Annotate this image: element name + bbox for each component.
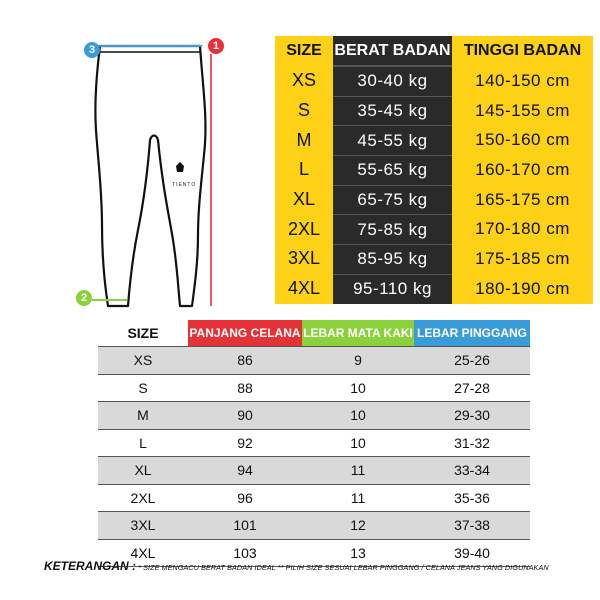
cell-size: S — [98, 374, 188, 402]
marker-1: 1 — [208, 38, 224, 54]
cell-lebar-pinggang: 31-32 — [414, 429, 530, 457]
header-lebar-pinggang: LEBAR PINGGANG — [414, 320, 530, 347]
header-size: SIZE — [98, 320, 188, 347]
measurement-row — [98, 402, 530, 430]
marker-3: 3 — [84, 42, 100, 58]
weight-height-row — [275, 214, 593, 244]
cell-lebar-mata-kaki: 12 — [302, 512, 414, 540]
cell-panjang-celana: 96 — [188, 484, 302, 512]
row-size: 4XL — [275, 274, 333, 304]
weight-height-row — [275, 244, 593, 274]
measurement-table — [98, 320, 530, 567]
row-size: XS — [275, 66, 333, 96]
measurement-row — [98, 374, 530, 402]
header-panjang-celana: PANJANG CELANA — [188, 320, 302, 347]
cell-size: XS — [98, 347, 188, 375]
cell-lebar-pinggang: 37-38 — [414, 512, 530, 540]
row-weight: 85-95 kg — [333, 244, 452, 274]
weight-height-header — [275, 36, 593, 66]
row-size: 3XL — [275, 244, 333, 274]
cell-size: 2XL — [98, 484, 188, 512]
row-height: 160-170 cm — [452, 155, 593, 185]
measurement-row — [98, 429, 530, 457]
cell-lebar-mata-kaki: 10 — [302, 429, 414, 457]
measurement-row — [98, 457, 530, 485]
row-height: 150-160 cm — [452, 125, 593, 155]
cell-panjang-celana: 86 — [188, 347, 302, 375]
row-weight: 95-110 kg — [333, 274, 452, 304]
leggings-outline — [70, 30, 240, 320]
weight-height-row — [275, 274, 593, 304]
weight-height-row — [275, 96, 593, 126]
row-weight: 30-40 kg — [333, 66, 452, 96]
row-size: M — [275, 125, 333, 155]
weight-height-row — [275, 66, 593, 96]
header-lebar-mata-kaki: LEBAR MATA KAKI — [302, 320, 414, 347]
row-weight: 35-45 kg — [333, 96, 452, 126]
brand-label: TIENTO — [172, 182, 197, 188]
cell-lebar-mata-kaki: 10 — [302, 374, 414, 402]
cell-size: L — [98, 429, 188, 457]
weight-height-row — [275, 155, 593, 185]
row-height: 170-180 cm — [452, 214, 593, 244]
row-size: L — [275, 155, 333, 185]
measurement-header-row — [98, 320, 530, 347]
cell-panjang-celana: 92 — [188, 429, 302, 457]
row-weight: 55-65 kg — [333, 155, 452, 185]
cell-lebar-mata-kaki: 10 — [302, 402, 414, 430]
measurement-row — [98, 347, 530, 375]
cell-panjang-celana: 88 — [188, 374, 302, 402]
row-height: 140-150 cm — [452, 66, 593, 96]
row-height: 180-190 cm — [452, 274, 593, 304]
cell-lebar-pinggang: 33-34 — [414, 457, 530, 485]
header-height: TINGGI BADAN — [452, 36, 593, 66]
row-height: 145-155 cm — [452, 96, 593, 126]
cell-panjang-celana: 94 — [188, 457, 302, 485]
row-height: 165-175 cm — [452, 185, 593, 215]
cell-panjang-celana: 101 — [188, 512, 302, 540]
weight-height-body — [275, 66, 593, 304]
header-weight: BERAT BADAN — [333, 36, 452, 66]
measurement-body — [98, 347, 530, 567]
marker-2: 2 — [76, 290, 92, 306]
row-size: S — [275, 96, 333, 126]
footnote-label: KETERANGAN : — [44, 559, 136, 573]
cell-size: XL — [98, 457, 188, 485]
cell-lebar-pinggang: 35-36 — [414, 484, 530, 512]
row-weight: 45-55 kg — [333, 125, 452, 155]
cell-lebar-pinggang: 27-28 — [414, 374, 530, 402]
row-weight: 75-85 kg — [333, 214, 452, 244]
cell-size: 4XL — [98, 539, 188, 567]
cell-lebar-pinggang: 25-26 — [414, 347, 530, 375]
row-height: 175-185 cm — [452, 244, 593, 274]
cell-lebar-mata-kaki: 11 — [302, 484, 414, 512]
cell-size: 3XL — [98, 512, 188, 540]
measurement-row — [98, 512, 530, 540]
cell-lebar-mata-kaki: 9 — [302, 347, 414, 375]
cell-lebar-pinggang: 29-30 — [414, 402, 530, 430]
weight-height-table — [275, 36, 593, 304]
cell-lebar-mata-kaki: 13 — [302, 539, 414, 567]
leggings-silhouette — [95, 46, 205, 306]
footnote — [44, 557, 594, 575]
row-size: 2XL — [275, 214, 333, 244]
footnote-text: * SIZE MENGACU BERAT BADAN IDEAL ** PILIH SIZE SESUAI LEBAR PINGGANG / CELANA JEANS YANG DIGUNAKAN — [136, 563, 549, 572]
cell-size: M — [98, 402, 188, 430]
measurement-row — [98, 484, 530, 512]
row-size: XL — [275, 185, 333, 215]
header-size: SIZE — [275, 36, 333, 66]
cell-lebar-mata-kaki: 11 — [302, 457, 414, 485]
weight-height-row — [275, 125, 593, 155]
cell-lebar-pinggang: 39-40 — [414, 539, 530, 567]
row-weight: 65-75 kg — [333, 185, 452, 215]
weight-height-row — [275, 185, 593, 215]
cell-panjang-celana: 90 — [188, 402, 302, 430]
leggings-diagram — [70, 30, 240, 320]
cell-panjang-celana: 103 — [188, 539, 302, 567]
